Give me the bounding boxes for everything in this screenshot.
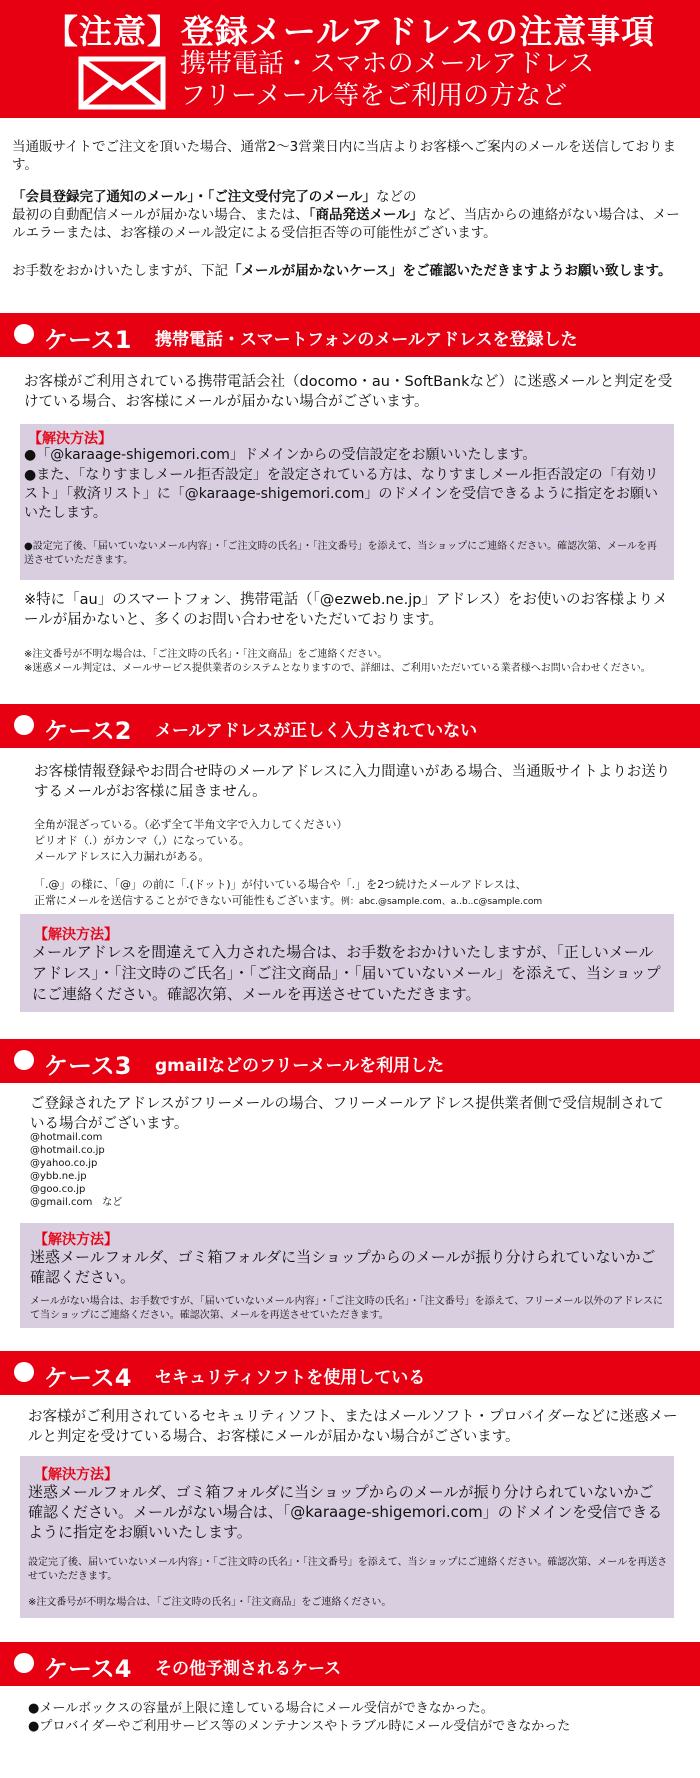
case2-text: お客様情報登録やお問合せ時のメールアドレスに入力間違いがある場合、当通販サイトよりお送りするメールがお客様に届きません。: [34, 764, 671, 800]
bullet-icon: [14, 1653, 34, 1673]
case1-label: 携帯電話・スマートフォンのメールアドレスを登録した: [155, 330, 578, 350]
case2-line-3: メールアドレスに入力漏れがある。: [34, 850, 210, 863]
case5-line-1: ●メールボックスの容量が上限に達している場合にメール受信ができなかった。: [28, 1701, 494, 1716]
envelope-icon: [78, 56, 166, 110]
intro-p4-bold: 「メールが届かないケース」をご確認いただきますようお願い致します。: [228, 263, 672, 279]
case4-solution-text: 迷惑メールフォルダ、ゴミ箱フォルダに当ショップからのメールが振り分けられていないかご確認ください。メールがない場合は、「@karaage-shigemori.com」のドメインを受信できるように指定をお願いいたします。: [28, 1483, 663, 1541]
case2-solution-text: メールアドレスを間違えて入力された場合は、お手数をおかけいたしますが、「正しいメールアドレス」・「注文時のご氏名」・「ご注文商品」・「届いていないメール」を添えて、当ショップにご連絡ください。確認次第、メールを再送させていただきます。: [32, 943, 661, 1003]
case1-solution-box: [20, 424, 674, 580]
case2-line-1: 全角が混ざっている。（必ず全て半角文字で入力してください）: [34, 818, 348, 831]
case2-line-5: [34, 894, 674, 909]
case5-label: その他予測されるケース: [155, 1659, 342, 1679]
case1-solution-1: ●「@karaage-shigemori.com」ドメインからの受信設定をお願いいたします。: [24, 447, 537, 463]
case4-text: お客様がご利用されているセキュリティソフト、またはメールソフト・プロバイダーなどに迷惑メールと判定を受けている場合、お客様にメールが届かない場合がございます。: [28, 1409, 678, 1445]
domain-item: @hotmail.co.jp: [30, 1145, 105, 1156]
intro-p2-bold: 「会員登録完了通知のメール」・「ご注文受付完了のメール」: [12, 189, 376, 205]
case4-solution-box: [20, 1456, 674, 1618]
bullet-icon: [14, 715, 34, 735]
intro-p4-a: お手数をおかけいたしますが、下記: [12, 263, 228, 279]
case1-solution-head: 【解決方法】: [28, 431, 112, 447]
intro-p3-c: など、当店からの連絡がない場合は、メールエラーまたは、お客様のメール設定による受信拒否等の可能性がございます。: [12, 207, 680, 241]
page-title: 【注意】登録メールアドレスの注意事項: [44, 12, 656, 51]
case1-solution-2: ●また、「なりすましメール拒否設定」を設定されている方は、なりすましメール拒否設定の「有効リスト」「救済リスト」に「@karaage-shigemori.com」のドメインを受信できるように指定をお願いいたします。: [24, 467, 659, 521]
case5-header: [0, 1642, 700, 1686]
intro-p3-bold: 「商品発送メール」: [308, 207, 424, 223]
case2-line-2: ピリオド（.）がカンマ（,）になっている。: [34, 834, 250, 847]
case2-line-5-text: 正常にメールを送信することができない可能性もございます。: [34, 894, 341, 907]
case1-note: ※特に「au」のスマートフォン、携帯電話（「@ezweb.ne.jp」アドレス）をお使いのお客様よりメールが届かないと、多くのお問い合わせをいただいております。: [24, 592, 668, 628]
case3-number: ケース3: [44, 1052, 132, 1080]
domain-item: @goo.co.jp: [30, 1184, 86, 1195]
case1-small-2: ※迷惑メール判定は、メールサービス提供業者のシステムとなりますので、詳細は、ご利用いただいている業者様へお問い合わせください。: [24, 663, 651, 674]
header-subtitle-1: 携帯電話・スマホのメールアドレス: [180, 49, 595, 79]
case3-text: ご登録されたアドレスがフリーメールの場合、フリーメールアドレス提供業者側で受信規制されている場合がございます。: [30, 1096, 664, 1132]
domain-item: @gmail.com など: [30, 1197, 123, 1208]
case1-header: [0, 313, 700, 357]
case4-solution-note: 設定完了後、届いていないメール内容」・「ご注文時の氏名」・「注文番号」を添えて、当ショップにご連絡ください。確認次第、メールを再送させていただきます。: [28, 1557, 668, 1582]
domain-item: @yahoo.co.jp: [30, 1158, 98, 1169]
intro-p1: 当通販サイトでご注文を頂いた場合、通常2〜3営業日内に当店よりお客様へご案内のメールを送信しております。: [12, 139, 676, 173]
domain-item: @hotmail.com: [30, 1132, 103, 1143]
case3-solution-text: 迷惑メールフォルダ、ゴミ箱フォルダに当ショップからのメールが振り分けられていないかご確認ください。: [30, 1248, 656, 1286]
case2-solution-head: 【解決方法】: [34, 927, 118, 943]
case1-small-1: ※注文番号が不明な場合は、「ご注文時の氏名」・「注文商品」をご連絡ください。: [24, 649, 388, 660]
case2-number: ケース2: [44, 717, 132, 745]
case2-example: 例：abc.@sample.com、a..b..c@sample.com: [340, 897, 543, 907]
case1-number: ケース1: [44, 326, 132, 354]
case4-label: セキュリティソフトを使用している: [155, 1368, 426, 1388]
case3-solution-note: メールがない場合は、お手数ですが、「届いていないメール内容」・「ご注文時の氏名」・「注文番号」を添えて、フリーメール以外のアドレスにて当ショップにご連絡ください。確認次第、メールを再送させていただきます。: [30, 1296, 663, 1321]
intro-p4: [12, 262, 688, 280]
domain-item: @ybb.ne.jp: [30, 1171, 87, 1182]
case3-header: [0, 1039, 700, 1083]
case3-label: gmailなどのフリーメールを利用した: [155, 1056, 445, 1076]
case2-line-4: 「.@」の様に、「@」の前に「.(ドット)」が付いている場合や「.」を2つ続けたメールアドレスは、: [34, 878, 527, 891]
intro-p3-a: 最初の自動配信メールが届かない場合、または、: [12, 207, 309, 223]
case4-number: ケース4: [44, 1364, 132, 1392]
header-subtitle-2: フリーメール等をご利用の方など: [180, 81, 568, 111]
case1-text: お客様がご利用されている携帯電話会社（docomo・au・SoftBankなど）に迷惑メールと判定を受けている場合、お客様にメールが届かない場合がございます。: [24, 374, 673, 410]
intro-p2: [12, 188, 688, 206]
case1-solution-note: ●設定完了後、「届いていないメール内容」・「ご注文時の氏名」・「注文番号」を添えて、当ショップにご連絡ください。確認次第、メールを再送させていただきます。: [24, 541, 657, 566]
case3-solution-box: [20, 1223, 674, 1328]
intro-p3: [12, 206, 688, 242]
case5-line-2: ●プロバイダーやご利用サービス等のメンテナンスやトラブル時にメール受信ができなかった: [28, 1719, 571, 1734]
bullet-icon: [14, 1362, 34, 1382]
case2-solution-box: [20, 914, 674, 1012]
intro-p2-rest: などの: [375, 189, 417, 205]
case4-solution-note-2: ※注文番号が不明な場合は、「ご注文時の氏名」・「注文商品」をご連絡ください。: [28, 1597, 392, 1608]
case4-solution-head: 【解決方法】: [34, 1467, 118, 1483]
bullet-icon: [14, 1050, 34, 1070]
bullet-icon: [14, 324, 34, 344]
case5-number: ケース4: [44, 1655, 132, 1683]
case4-header: [0, 1351, 700, 1395]
case2-header: [0, 704, 700, 748]
case2-label: メールアドレスが正しく入力されていない: [155, 721, 478, 741]
header-banner: [0, 0, 700, 118]
case3-solution-head: 【解決方法】: [34, 1232, 118, 1248]
